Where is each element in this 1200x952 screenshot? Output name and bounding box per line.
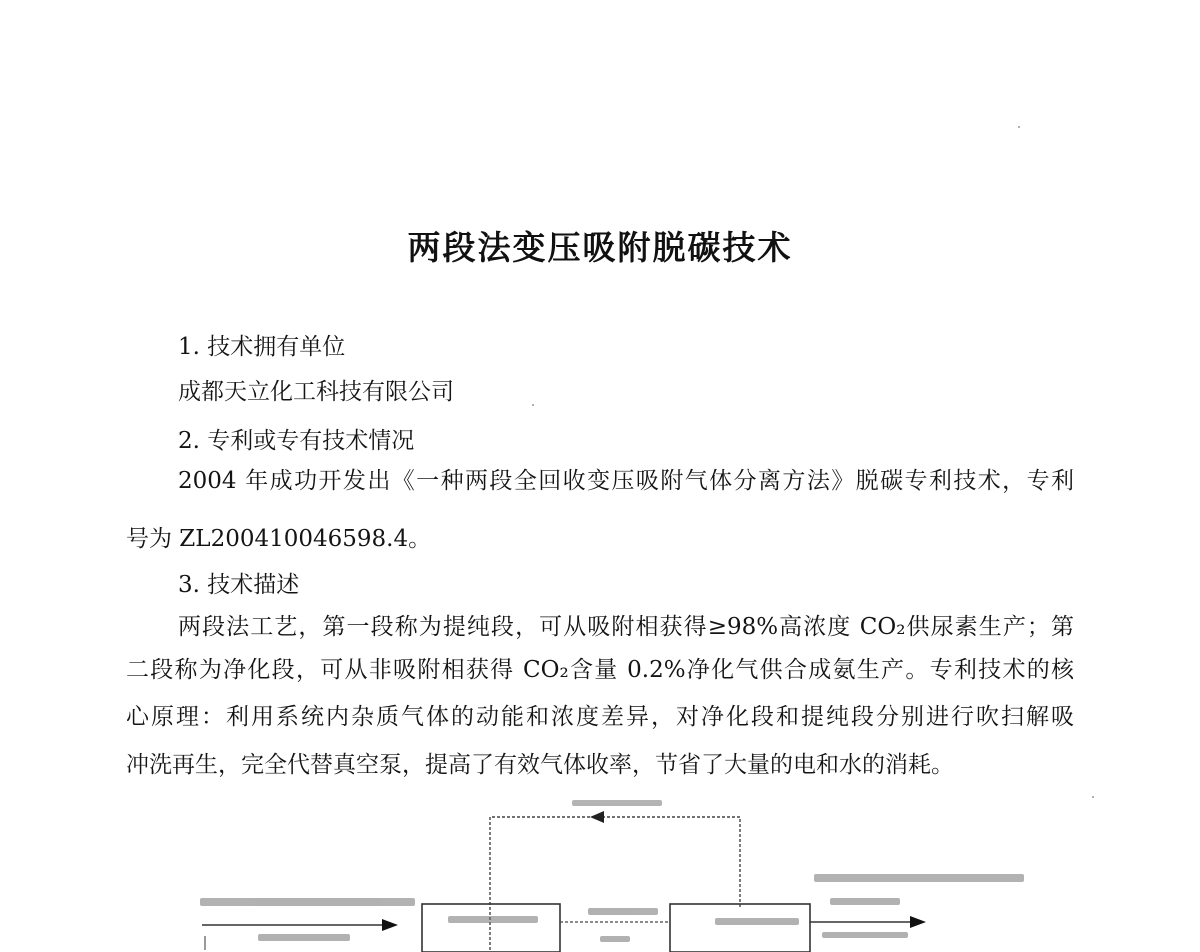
owner-company: 成都天立化工科技有限公司 [178, 379, 454, 405]
description-line-1: 两段法工艺，第一段称为提纯段，可从吸附相获得≥98%高浓度 CO₂供尿素生产；第 [178, 614, 1074, 640]
process-flow-diagram [0, 790, 1200, 952]
stage-two-box [670, 904, 810, 952]
description-line-2: 二段称为净化段，可从非吸附相获得 CO₂含量 0.2%净化气供合成氨生产。专利技术的核 [126, 657, 1074, 683]
scan-speck [1092, 796, 1094, 798]
section-heading-patent: 2. 专利或专有技术情况 [178, 428, 415, 454]
document-title: 两段法变压吸附脱碳技术 [407, 228, 793, 267]
description-line-4: 冲洗再生，完全代替真空泵，提高了有效气体收率，节省了大量的电和水的消耗。 [126, 752, 954, 778]
description-line-3: 心原理：利用系统内杂质气体的动能和浓度差异，对净化段和提纯段分别进行吹扫解吸 [126, 704, 1074, 730]
feed-arrow-icon [382, 919, 398, 931]
recycle-label-smudge [572, 800, 662, 806]
section-heading-owner: 1. 技术拥有单位 [178, 334, 346, 360]
scan-speck [1018, 126, 1020, 128]
section-heading-description: 3. 技术描述 [178, 572, 300, 598]
product-arrow-icon [910, 916, 926, 928]
recycle-arrow-icon [590, 811, 604, 823]
stage-one-box [422, 904, 560, 952]
scan-speck [532, 404, 534, 406]
recycle-loop [490, 817, 740, 950]
middle-label-smudge [588, 908, 658, 942]
patent-text-line-2: 号为 ZL200410046598.4。 [126, 526, 432, 552]
patent-text-line-1: 2004 年成功开发出《一种两段全回收变压吸附气体分离方法》脱碳专利技术，专利 [178, 468, 1074, 494]
product-label-smudge [814, 874, 1024, 938]
